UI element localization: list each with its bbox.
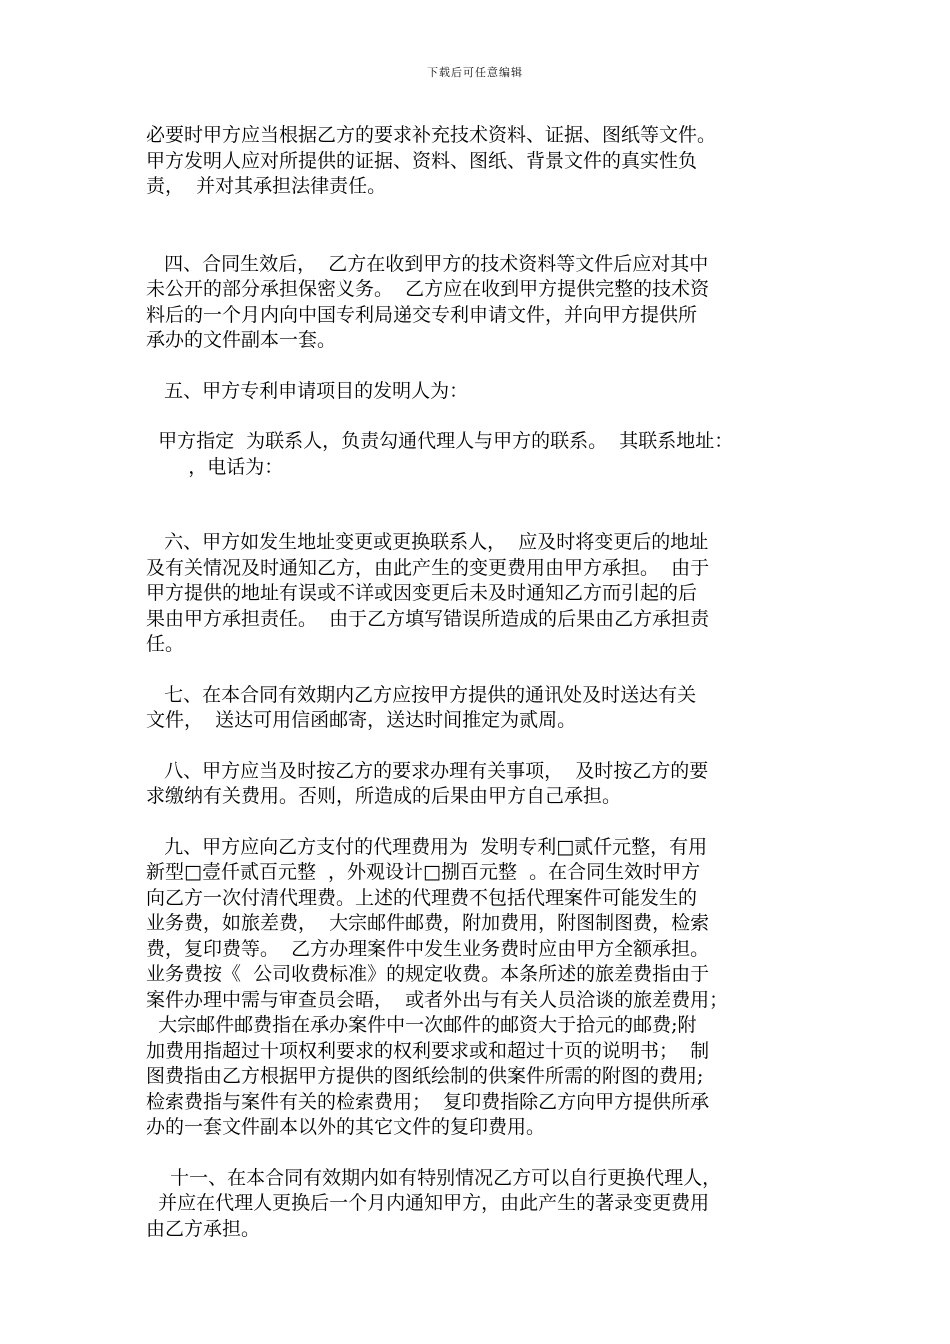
text-line: 费，复印费等。 乙方办理案件中发生业务费时应由甲方全额承担。: [146, 937, 710, 960]
text-line: 图费指由乙方根据甲方提供的图纸绘制的供案件所需的附图的费用;: [146, 1065, 704, 1087]
text-line: 六、甲方如发生地址变更或更换联系人， 应及时将变更后的地址: [146, 531, 709, 553]
text-line: 七、在本合同有效期内乙方应按甲方提供的通讯处及时送达有关: [146, 683, 697, 706]
clause-11: [146, 1166, 814, 1243]
text-line: 大宗邮件邮费指在承办案件中一次邮件的邮资大于拾元的邮费;附: [146, 1014, 697, 1036]
text-line: 并应在代理人更换后一个月内通知甲方，由此产生的著录变更费用: [146, 1192, 710, 1214]
text-line: 责， 并对其承担法律责任。: [146, 175, 387, 197]
clause-5: [146, 379, 814, 405]
text-line: 新型□壹仟贰百元整 ，外观设计□捌百元整 。在合同生效时甲方: [146, 861, 701, 883]
clause-7: [146, 683, 814, 734]
text-line: 由乙方承担。: [146, 1217, 261, 1240]
clause-8: [146, 759, 814, 810]
clause-4: [146, 252, 814, 354]
text-line: 向乙方一次付清代理费。上述的代理费不包括代理案件可能发生的: [146, 886, 698, 909]
text-line: 承办的文件副本一套。: [146, 329, 337, 351]
document-body: [146, 123, 814, 1242]
text-line: 未公开的部分承担保密义务。 乙方应在收到甲方提供完整的技术资: [146, 278, 710, 300]
text-line: 业务费按《 公司收费标准》的规定收费。本条所述的旅差费指由于: [146, 963, 710, 985]
text-line: 必要时甲方应当根据乙方的要求补充技术资料、证据、图纸等文件。: [146, 124, 717, 146]
text-line: 五、甲方专利申请项目的发明人为：: [146, 379, 469, 402]
text-line: 八、甲方应当及时按乙方的要求办理有关事项， 及时按乙方的要: [146, 759, 709, 782]
text-line: 甲方指定 为联系人，负责勾通代理人与甲方的联系。 其联系地址：: [146, 430, 734, 452]
text-line: 十一、在本合同有效期内如有特别情况乙方可以自行更换代理人，: [146, 1166, 722, 1189]
text-line: 四、合同生效后， 乙方在收到甲方的技术资料等文件后应对其中: [146, 252, 709, 275]
text-line: 九、甲方应向乙方支付的代理费用为 发明专利□贰仟元整，有用: [146, 835, 708, 858]
text-line: 加费用指超过十项权利要求的权利要求或和超过十页的说明书； 制: [146, 1039, 710, 1062]
text-line: 果由甲方承担责任。 由于乙方填写错误所造成的后果由乙方承担责: [146, 607, 710, 630]
text-line: 及有关情况及时通知乙方，由此产生的变更费用由甲方承担。 由于: [146, 556, 710, 579]
page-header: 下载后可任意编辑: [427, 66, 523, 79]
text-line: 任。: [146, 633, 185, 655]
text-line: 求缴纳有关费用。否则，所造成的后果由甲方自己承担。: [146, 785, 622, 807]
text-line: 甲方提供的地址有误或不详或因变更后未及时通知乙方而引起的后: [146, 582, 698, 604]
text-line: 检索费指与案件有关的检索费用； 复印费指除乙方向甲方提供所承: [146, 1090, 710, 1113]
text-line: ，电话为：: [146, 455, 284, 478]
text-line: 文件， 送达可用信函邮寄，送达时间推定为贰周。: [146, 709, 577, 731]
text-line: 业务费，如旅差费， 大宗邮件邮费，附加费用，附图制图费，检索: [146, 912, 710, 934]
paragraph-supplement-materials: [146, 123, 814, 200]
clause-9: [146, 835, 814, 1141]
text-line: 甲方发明人应对所提供的证据、资料、图纸、背景文件的真实性负: [146, 149, 698, 172]
text-line: 案件办理中需与审查员会晤， 或者外出与有关人员洽谈的旅差费用；: [146, 988, 729, 1011]
text-line: 料后的一个月内向中国专利局递交专利申请文件，并向甲方提供所: [146, 303, 698, 326]
text-line: 办的一套文件副本以外的其它文件的复印费用。: [146, 1116, 546, 1138]
clause-6: [146, 530, 814, 658]
contact-designation: [146, 429, 814, 480]
